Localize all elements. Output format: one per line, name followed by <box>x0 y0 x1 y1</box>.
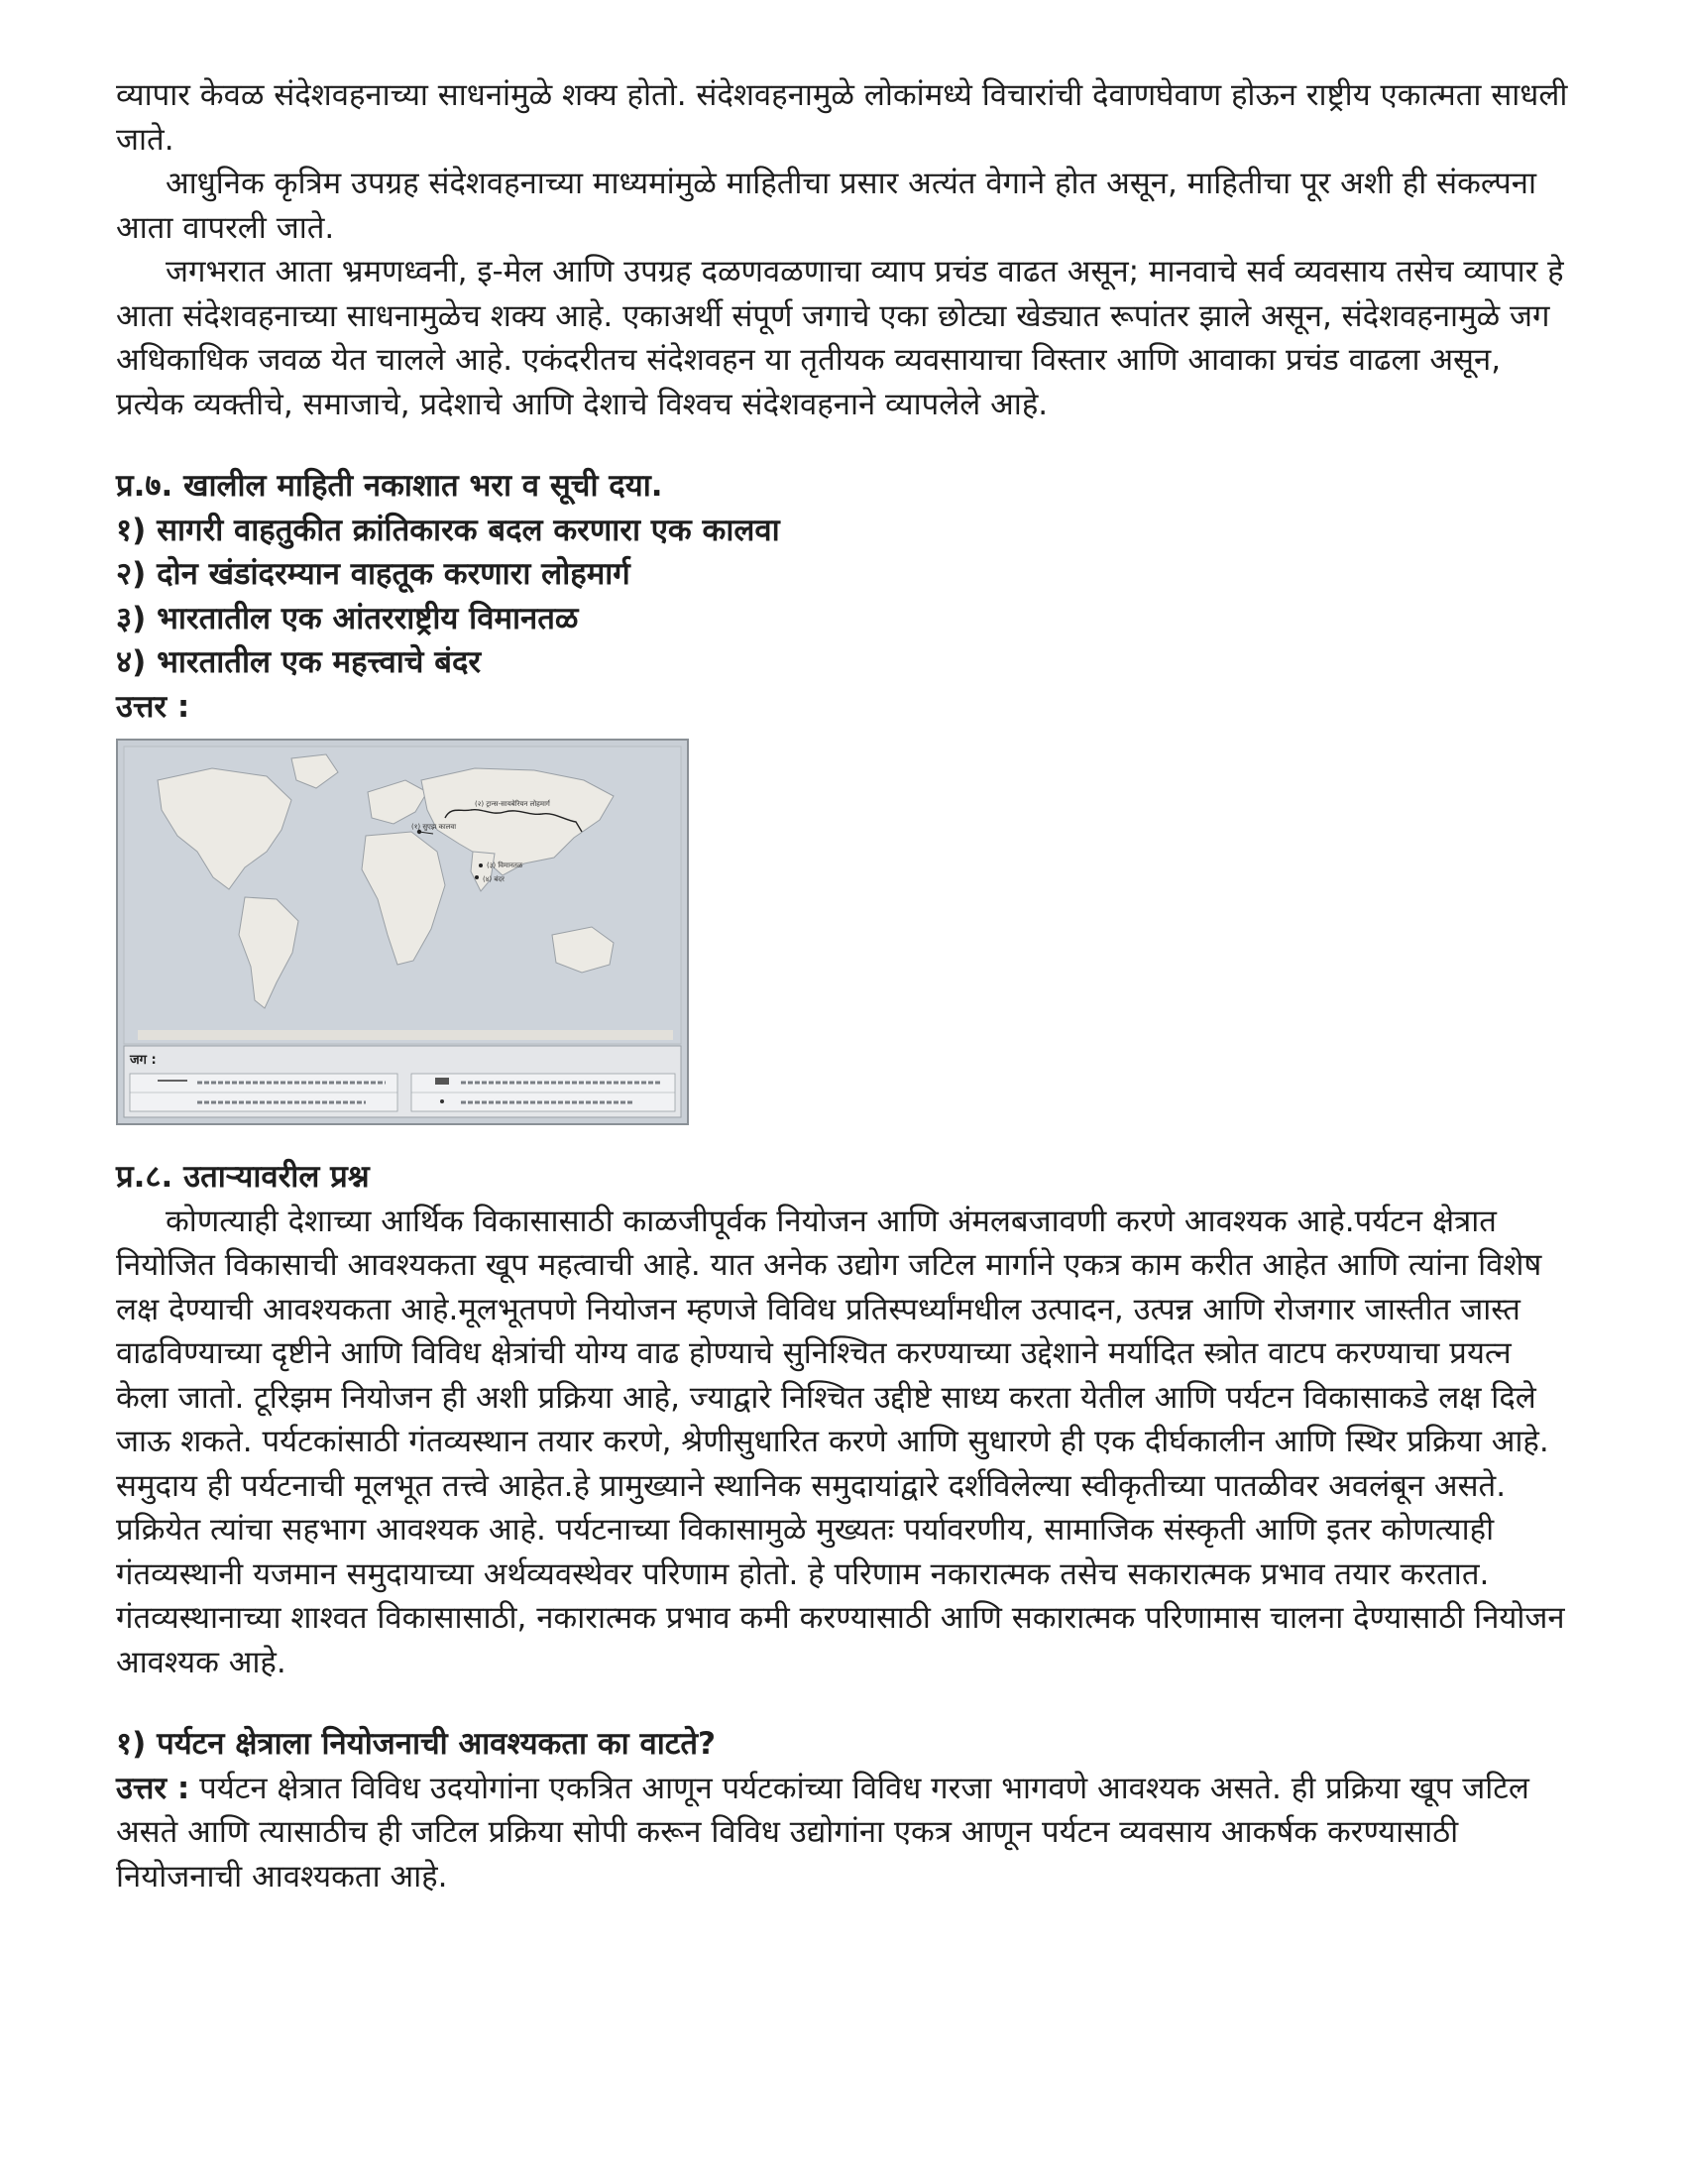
question-7-item-2: २) दोन खंडांदरम्यान वाहतूक करणारा लोहमार्ग <box>116 556 630 592</box>
question-8-sub-1 <box>116 1722 1573 1898</box>
svg-text:(१) सुएझ कालवा: (१) सुएझ कालवा <box>411 823 457 831</box>
question-7-item-3: ३) भारतातील एक आंतरराष्ट्रीय विमानतळ <box>116 600 579 636</box>
paragraph-global-village: जगभरात आता भ्रमणध्वनी, इ-मेल आणि उपग्रह दळणवळणाचा व्याप प्रचंड वाढत असून; मानवाचे सर्व व्यवसाय तसेच व्यापार हे आता संदेशवहनाच्या साधनामुळेच शक्य आहे. एकाअर्थी संपूर्ण जगाचे एका छोट्या खेड्यात रूपांतर झाले असून, संदेशवहनामुळे जग अधिकाधिक जवळ येत चालले आहे. एकंदरीतच संदेशवहन या तृतीयक व्यवसायाचा विस्तार आणि आवाका प्रचंड वाढला असून, प्रत्येक व्यक्तीचे, समाजाचे, प्रदेशाचे आणि देशाचे विश्वच संदेशवहनाने व्यापलेले आहे. <box>116 254 1564 422</box>
question-8-passage: कोणत्याही देशाच्या आर्थिक विकासासाठी काळजीपूर्वक नियोजन आणि अंमलबजावणी करणे आवश्यक आहे.पर्यटन क्षेत्रात नियोजित विकासाची आवश्यकता खूप महत्वाची आहे. यात अनेक उद्योग जटिल मार्गाने एकत्र काम करीत आहेत आणि त्यांना विशेष लक्ष देण्याची आवश्यकता आहे.मूलभूतपणे नियोजन म्हणजे विविध प्रतिस्पर्ध्यांमधील उत्पादन, उत्पन्न आणि रोजगार जास्तीत जास्त वाढविण्याच्या दृष्टीने आणि विविध क्षेत्रांची योग्य वाढ होण्याचे सुनिश्चित करण्याच्या उद्देशाने मर्यादित स्त्रोत वाटप करण्याचा प्रयत्न केला जातो. टूरिझम नियोजन ही अशी प्रक्रिया आहे, ज्याद्वारे निश्चित उद्दीष्टे साध्य करता येतील आणि पर्यटन विकासाकडे लक्ष दिले जाऊ शकते. पर्यटकांसाठी गंतव्यस्थान तयार करणे, श्रेणीसुधारित करणे आणि सुधारणे ही एक दीर्घकालीन आणि स्थिर प्रक्रिया आहे. समुदाय ही पर्यटनाची मूलभूत तत्त्वे आहेत.हे प्रामुख्याने स्थानिक समुदायांद्वारे दर्शविलेल्या स्वीकृतीच्या पातळीवर अवलंबून असते. प्रक्रियेत त्यांचा सहभाग आवश्यक आहे. पर्यटनाच्या विकासामुळे मुख्यतः पर्यावरणीय, सामाजिक संस्कृती आणि इतर कोणत्याही गंतव्यस्थानी यजमान समुदायाच्या अर्थव्यवस्थेवर परिणाम होतो. हे परिणाम नकारात्मक तसेच सकारात्मक प्रभाव तयार करतात. गंतव्यस्थानाच्या शाश्वत विकासासाठी, नकारात्मक प्रभाव कमी करण्यासाठी आणि सकारात्मक परिणामास चालना देण्यासाठी नियोजन आवश्यक आहे. <box>116 1203 1565 1680</box>
svg-text:(२) ट्रान्स-सायबेरियन लोहमार्ग: (२) ट्रान्स-सायबेरियन लोहमार्ग <box>475 800 550 808</box>
question-7 <box>116 464 1573 1125</box>
map-legend-title: जग : <box>130 1053 157 1068</box>
question-7-item-4: ४) भारतातील एक महत्त्वाचे बंदर <box>116 644 482 680</box>
paragraph-trade-communication: व्यापार केवळ संदेशवहनाच्या साधनांमुळे शक्य होतो. संदेशवहनामुळे लोकांमध्ये विचारांची देवाणघेवाण होऊन राष्ट्रीय एकात्मता साधली जाते. <box>116 77 1568 158</box>
answer-text: पर्यटन क्षेत्रात विविध उदयोगांना एकत्रित आणून पर्यटकांच्या विविध गरजा भागवणे आवश्यक असते. ही प्रक्रिया खूप जटिल असते आणि त्यासाठीच ही जटिल प्रक्रिया सोपी करून विविध उद्योगांना एकत्र आणून पर्यटन व्यवसाय आकर्षक करण्यासाठी नियोजनाची आवश्यकता आहे. <box>116 1770 1529 1895</box>
document-page <box>116 73 1573 1898</box>
world-map-figure <box>116 739 689 1125</box>
question-7-title: प्र.७. खालील माहिती नकाशात भरा व सूची दया. <box>116 468 663 504</box>
svg-text:(४) बंदर: (४) बंदर <box>483 875 505 883</box>
paragraph-satellite: आधुनिक कृत्रिम उपग्रह संदेशवहनाच्या माध्यमांमुळे माहितीचा प्रसार अत्यंत वेगाने होत असून, माहितीचा पूर अशी ही संकल्पना आता वापरली जाते. <box>116 166 1537 246</box>
question-7-item-1: १) सागरी वाहतुकीत क्रांतिकारक बदल करणारा एक कालवा <box>116 512 780 548</box>
question-8-sub-1-question: १) पर्यटन क्षेत्राला नियोजनाची आवश्यकता का वाटते? <box>116 1726 717 1762</box>
svg-text:(३) विमानतळ: (३) विमानतळ <box>487 862 523 869</box>
question-7-answer-label: उत्तर : <box>116 688 190 725</box>
world-map-image <box>118 741 687 1123</box>
question-8-sub-1-answer <box>116 1767 1573 1899</box>
answer-label: उत्तर : <box>116 1770 190 1806</box>
question-8 <box>116 1155 1573 1684</box>
question-8-title: प्र.८. उताऱ्यावरील प्रश्न <box>116 1159 370 1195</box>
